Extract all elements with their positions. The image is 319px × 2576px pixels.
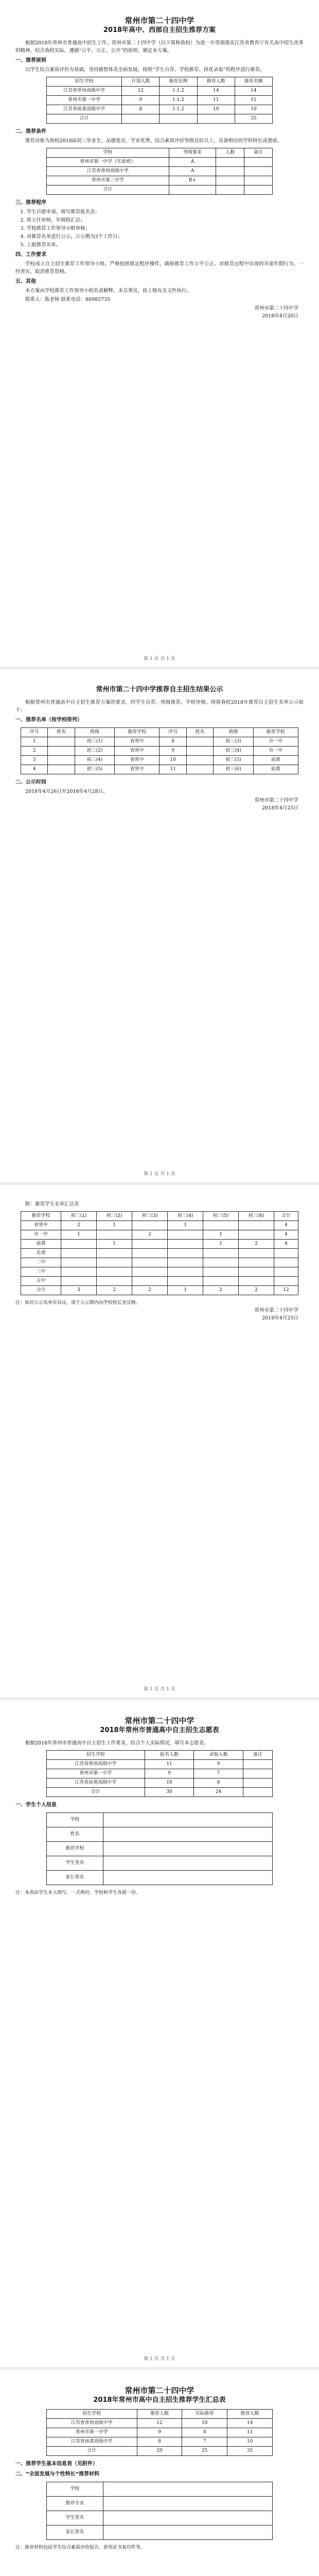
section-heading: 二、公示时间 bbox=[15, 779, 46, 785]
table-row: 市一中 1 2 1 4 bbox=[21, 1230, 298, 1240]
school-name: 常州市第二十四中学 bbox=[125, 1716, 194, 1725]
parent-signature-field[interactable] bbox=[103, 2526, 273, 2540]
table-row: 前黄 1 1 2 4 bbox=[21, 1240, 298, 1249]
section-heading: 二、“全面发展与个性特长”推荐材料 bbox=[15, 2471, 100, 2477]
table-row: 江苏省前黄高级中学 10 8 bbox=[47, 1778, 273, 1788]
school-field[interactable] bbox=[103, 2482, 273, 2497]
table-row: 江苏省常州高级中学 A bbox=[47, 167, 273, 176]
intro-paragraph: 根据2018年常州市普通高中招生工作，常州市第二十四中学（以下简称我校）为进一步贯彻落实江苏省教育厅有关高中招生改革的精神，结合我校实际，遵循“公平、公正、公开”的原则，制定本方案。 bbox=[15, 40, 304, 54]
table-header: 推荐人数 bbox=[197, 77, 235, 87]
school-name: 常州市第二十四中学 bbox=[125, 2386, 194, 2395]
list-item: 2. 班主任审核，年级组汇总； bbox=[20, 217, 85, 223]
table-row: 二中 bbox=[21, 1258, 298, 1267]
signature: 常州市第二十四中学 bbox=[254, 306, 298, 311]
school-field[interactable] bbox=[103, 1813, 273, 1827]
table-row: 常州市第一中学 9 1:1.2 11 11 bbox=[47, 96, 273, 105]
list-item: 5. 上报推荐名单。 bbox=[20, 242, 61, 248]
footnote: 注：推荐材料包括学生综合素质评价报告、获奖证书复印件等。 bbox=[15, 2545, 146, 2550]
section-heading: 四、工作要求 bbox=[15, 252, 46, 258]
section-heading: 三、推荐程序 bbox=[15, 200, 46, 206]
recommend-school-field[interactable] bbox=[103, 1842, 273, 1856]
page-title: 2018年常州市高中自主招生推荐学生汇总表 bbox=[93, 2396, 226, 2404]
page-3 bbox=[0, 1185, 319, 1700]
list-item: 4. 对推荐名单进行公示，公示期为3个工作日； bbox=[20, 234, 123, 240]
section-text: 学校成立自主招生推荐工作领导小组，严格按照规定程序操作，确保推荐工作公平公正。对推荐过程中出现的弄虚作假行为，一经查实，取消推荐资格。 bbox=[15, 261, 304, 275]
section-text: 2018年4月26日至2018年4月28日。 bbox=[25, 789, 108, 794]
table-row: 合计 29 25 35 bbox=[47, 2447, 273, 2456]
student-signature-field[interactable] bbox=[103, 1856, 273, 1871]
page-footer: 第 1 页 共 1 页 bbox=[144, 1687, 175, 1692]
recommend-form: 学校 推荐专业 学生签名 家长签名 bbox=[46, 2482, 273, 2540]
school-name: 常州市第二十四中学 bbox=[125, 16, 194, 25]
table-row: 江苏省常州高级中学 12 10 14 bbox=[47, 2419, 273, 2428]
footnote: 注：本表由学生本人填写，一式两份，学校和学生各留一份。 bbox=[15, 1890, 141, 1895]
recommend-summary-table: 招生学校 推荐人数 实际推荐 推荐人数 江苏省常州高级中学 12 10 14 常州市第一中学 9 8 11 江苏省前黄高级中学 8 7 10 合计 29 25 35 bbox=[46, 2409, 273, 2456]
intro-paragraph: 根据常州市普通高中自主招生推荐方案的要求，经学生自荐、班级推荐、学校审核，现将我校2018年推荐自主招生名单公示如下： bbox=[15, 700, 304, 713]
intro-paragraph: 附：推荐学生名单汇总表 bbox=[25, 1201, 79, 1207]
table-row: 江苏省前黄高级中学 8 1:1.2 10 10 bbox=[47, 105, 273, 114]
list-item: 1. 学生自愿申请，填写推荐报名表； bbox=[20, 209, 100, 215]
table-row: 3 初三(4) 省常中 10 初三(5) 前黄 bbox=[21, 756, 298, 765]
table-row: 2 初三(2) 省常中 9 初三(4) 市一中 bbox=[21, 747, 298, 756]
page-5 bbox=[0, 2370, 319, 2576]
table-row: 常州市第一中学（实验班） A bbox=[47, 158, 273, 167]
table-row: 4 初三(5) 省常中 11 初三(6) 前黄 bbox=[21, 765, 298, 774]
table-row: 合计 35 bbox=[47, 114, 273, 124]
section-text: 以学生综合素质评价为基础，坚持德智体美全面发展，按照“学生自荐、学校推荐、择优录取”的程序进行推荐。 bbox=[25, 67, 265, 73]
table-row: 常州市第三中学 B+ bbox=[47, 176, 273, 185]
table-row: 省常中 2 1 1 4 bbox=[21, 1221, 298, 1230]
section-heading: 一、学生个人信息 bbox=[15, 1802, 57, 1808]
parent-signature-field[interactable] bbox=[103, 1871, 273, 1885]
name-field[interactable] bbox=[103, 1827, 273, 1842]
signature: 常州市第二十四中学 bbox=[254, 798, 298, 803]
table-header: 计划人数 bbox=[122, 77, 160, 87]
page-4 bbox=[0, 1700, 319, 2370]
table-row: 合计 30 24 bbox=[47, 1788, 273, 1797]
page-title: 2018年高中、西部自主招生推荐方案 bbox=[103, 26, 216, 34]
section-heading: 一、推荐名单（按学校排列） bbox=[15, 717, 82, 723]
table-row: 合计 3 2 2 1 2 2 12 bbox=[21, 1286, 298, 1295]
table-row: 北郊 bbox=[21, 1249, 298, 1258]
table-header: 推荐比例 bbox=[160, 77, 197, 87]
table-row: 三中 bbox=[21, 1267, 298, 1277]
intro-paragraph: 根据2018年常州市普通高中自主招生工作要求，结合个人实际情况，填写本志愿表。 bbox=[25, 1740, 209, 1746]
table-row: 常州市第一中学 9 7 bbox=[47, 1769, 273, 1778]
table-row: 江苏省常州高级中学 11 9 bbox=[47, 1760, 273, 1769]
table-row: 合计 bbox=[47, 185, 273, 195]
page-footer: 第 1 页 共 1 页 bbox=[144, 2357, 175, 2362]
page-footer: 第 1 页 共 1 页 bbox=[144, 1172, 175, 1177]
student-signature-field[interactable] bbox=[103, 2511, 273, 2526]
page-title: 2018年常州市普通高中自主招生志愿表 bbox=[100, 1726, 219, 1734]
contact-line: 联系人：陈老师 联系电话：86982735 bbox=[25, 297, 111, 302]
table-row: 1 初三(1) 省常中 8 初三(3) 市一中 bbox=[21, 737, 298, 747]
requirement-table: 学校 等级要求 人数 备注 常州市第一中学（实验班） A 江苏省常州高级中学 A 常州市第三中学 B+ 合计 bbox=[46, 148, 273, 195]
signature: 常州市第二十四中学 bbox=[254, 1308, 298, 1313]
table-row: 江苏省前黄高级中学 8 7 10 bbox=[47, 2437, 273, 2447]
table-header: 推荐名额 bbox=[235, 77, 272, 87]
section-text: 推荐对象为我校2018届初三毕业生，品德优良、学业优秀、综合素质评价等级良好以上，具备相应的学科特长或潜质。 bbox=[25, 138, 282, 144]
result-table: 序号 姓名 班级 推荐学校 序号 姓名 班级 推荐学校 1 初三(1) 省常中 8 初三(3) 市一中 2 初三(2) 省常中 9 初三(4) 市一中 3 初三(4) 省常中 10 初三(5) 前黄 4 初三(5) 省常中 11 初三(6) 前黄 bbox=[21, 727, 298, 774]
date: 2018年4月25日 bbox=[262, 805, 298, 811]
table-row: 五中 bbox=[21, 1277, 298, 1286]
section-text: 本方案由学校推荐工作领导小组负责解释。未尽事宜，按上级有关文件执行。 bbox=[25, 288, 192, 294]
section-heading: 一、推荐原则 bbox=[15, 58, 46, 63]
table-row: 常州市第一中学 9 8 11 bbox=[47, 2428, 273, 2437]
page-1 bbox=[0, 0, 319, 670]
application-table: 招生学校 报名人数 录取人数 备注 江苏省常州高级中学 11 9 常州市第一中学 9 7 江苏省前黄高级中学 10 8 合计 30 24 bbox=[46, 1750, 273, 1797]
page-footer: 第 1 页 共 1 页 bbox=[144, 656, 175, 662]
list-item: 3. 学校推荐工作领导小组审核； bbox=[20, 226, 91, 231]
section-heading: 五、其他 bbox=[15, 279, 36, 284]
plan-table bbox=[46, 77, 273, 124]
table-row: 江苏省常州高级中学 12 1:1.2 14 14 bbox=[47, 87, 273, 96]
page-2 bbox=[0, 670, 319, 1185]
section-heading: 一、推荐学生基本信息表（见附件） bbox=[15, 2461, 98, 2467]
note-text: 注：如对公示名单有异议，请于公示期内向学校校长室反映。 bbox=[15, 1300, 141, 1306]
page-title: 常州市第二十四中学推荐自主招生结果公示 bbox=[96, 686, 223, 693]
date: 2018年4月25日 bbox=[262, 1315, 298, 1321]
summary-table: 推荐学校 初三(1) 初三(2) 初三(3) 初三(4) 初三(5) 初三(6) 合计 省常中 2 1 1 4 市一中 1 2 1 4 前黄 1 1 2 4 北郊 二中 三中 五中 合计 3 2 2 1 2 2 12 bbox=[21, 1211, 298, 1295]
date: 2018年4月20日 bbox=[262, 313, 298, 319]
student-form: 学校 姓名 推荐学校 学生签名 家长签名 bbox=[46, 1812, 273, 1885]
major-field[interactable] bbox=[103, 2497, 273, 2511]
table-header: 招生学校 bbox=[47, 77, 122, 87]
section-heading: 二、推荐条件 bbox=[15, 129, 46, 134]
